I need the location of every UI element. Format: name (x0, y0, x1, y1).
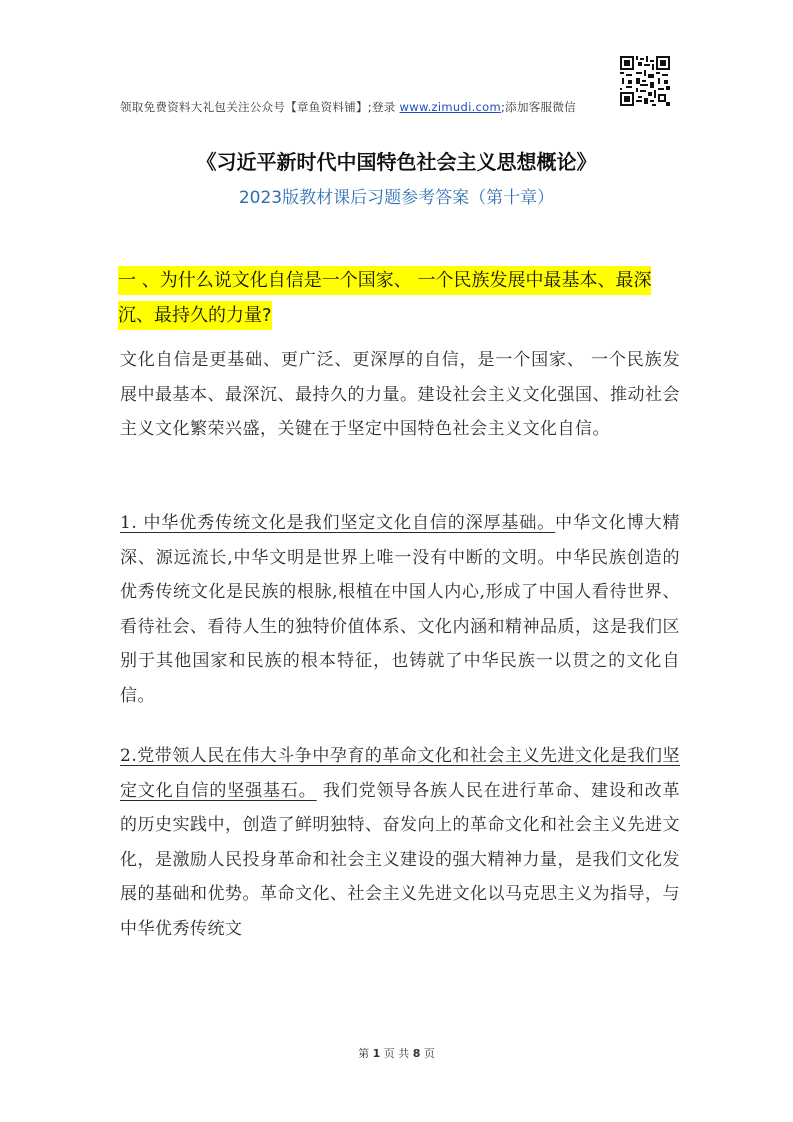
page-footer (0, 1045, 793, 1061)
page-total: 8 (412, 1047, 421, 1060)
footer-prefix: 第 (358, 1047, 373, 1060)
point-heading: 1. 中华优秀传统文化是我们坚定文化自信的深厚基础。 (120, 513, 556, 533)
website-link[interactable]: www.zimudi.com (399, 100, 501, 114)
document-title: 《习近平新时代中国特色社会主义思想概论》 (196, 150, 597, 174)
page-number: 1 (372, 1047, 381, 1060)
point-heading: 2.党带领人民在伟大斗争中孕育的革命文化和社会主义先进文化是我们坚定文化自信的坚强基石。 (120, 746, 680, 801)
document-subtitle: 2023版教材课后习题参考答案（第十章） (238, 188, 555, 208)
answer-point-1 (120, 506, 680, 713)
footer-suffix: 页 (420, 1047, 435, 1060)
point-body: 中华文化博大精深、源远流长,中华文明是世界上唯一没有中断的文明。中华民族创造的优秀传统文化是民族的根脉,根植在中国人内心,形成了中国人看待世界、看待社会、看待人生的独特价值体系、文化内涵和精神品质，这是我们区别于其他国家和民族的根本特征，也铸就了中华民族一以贯之的文化自信。 (120, 513, 680, 706)
header-text-after: ;添加客服微信 (500, 100, 576, 114)
question-heading (118, 263, 680, 333)
question-text: 一 、为什么说文化自信是一个国家、 一个民族发展中最基本、最深沉、最持久的力量? (118, 266, 651, 330)
qr-code-icon (620, 56, 670, 106)
point-body: 我们党领导各族人民在进行革命、建设和改革的历史实践中，创造了鲜明独特、奋发向上的革命文化和社会主义先进文化，是激励人民投身革命和社会主义建设的强大精神力量，是我们文化发展的基础和优势。革命文化、社会主义先进文化以马克思主义为指导，与中华优秀传统文 (120, 780, 681, 939)
answer-point-2 (120, 739, 680, 946)
page-header (120, 99, 680, 115)
header-text: 领取免费资料大礼包关注公众号【章鱼资料铺】;登录 (120, 100, 400, 114)
answer-paragraph: 文化自信是更基础、更广泛、更深厚的自信，是一个国家、 一个民族发展中最基本、最深沉、最持久的力量。建设社会主义文化强国、推动社会主义文化繁荣兴盛，关键在于坚定中国特色社会主义文化自信。 (120, 350, 680, 439)
footer-middle: 页 共 (380, 1047, 413, 1060)
